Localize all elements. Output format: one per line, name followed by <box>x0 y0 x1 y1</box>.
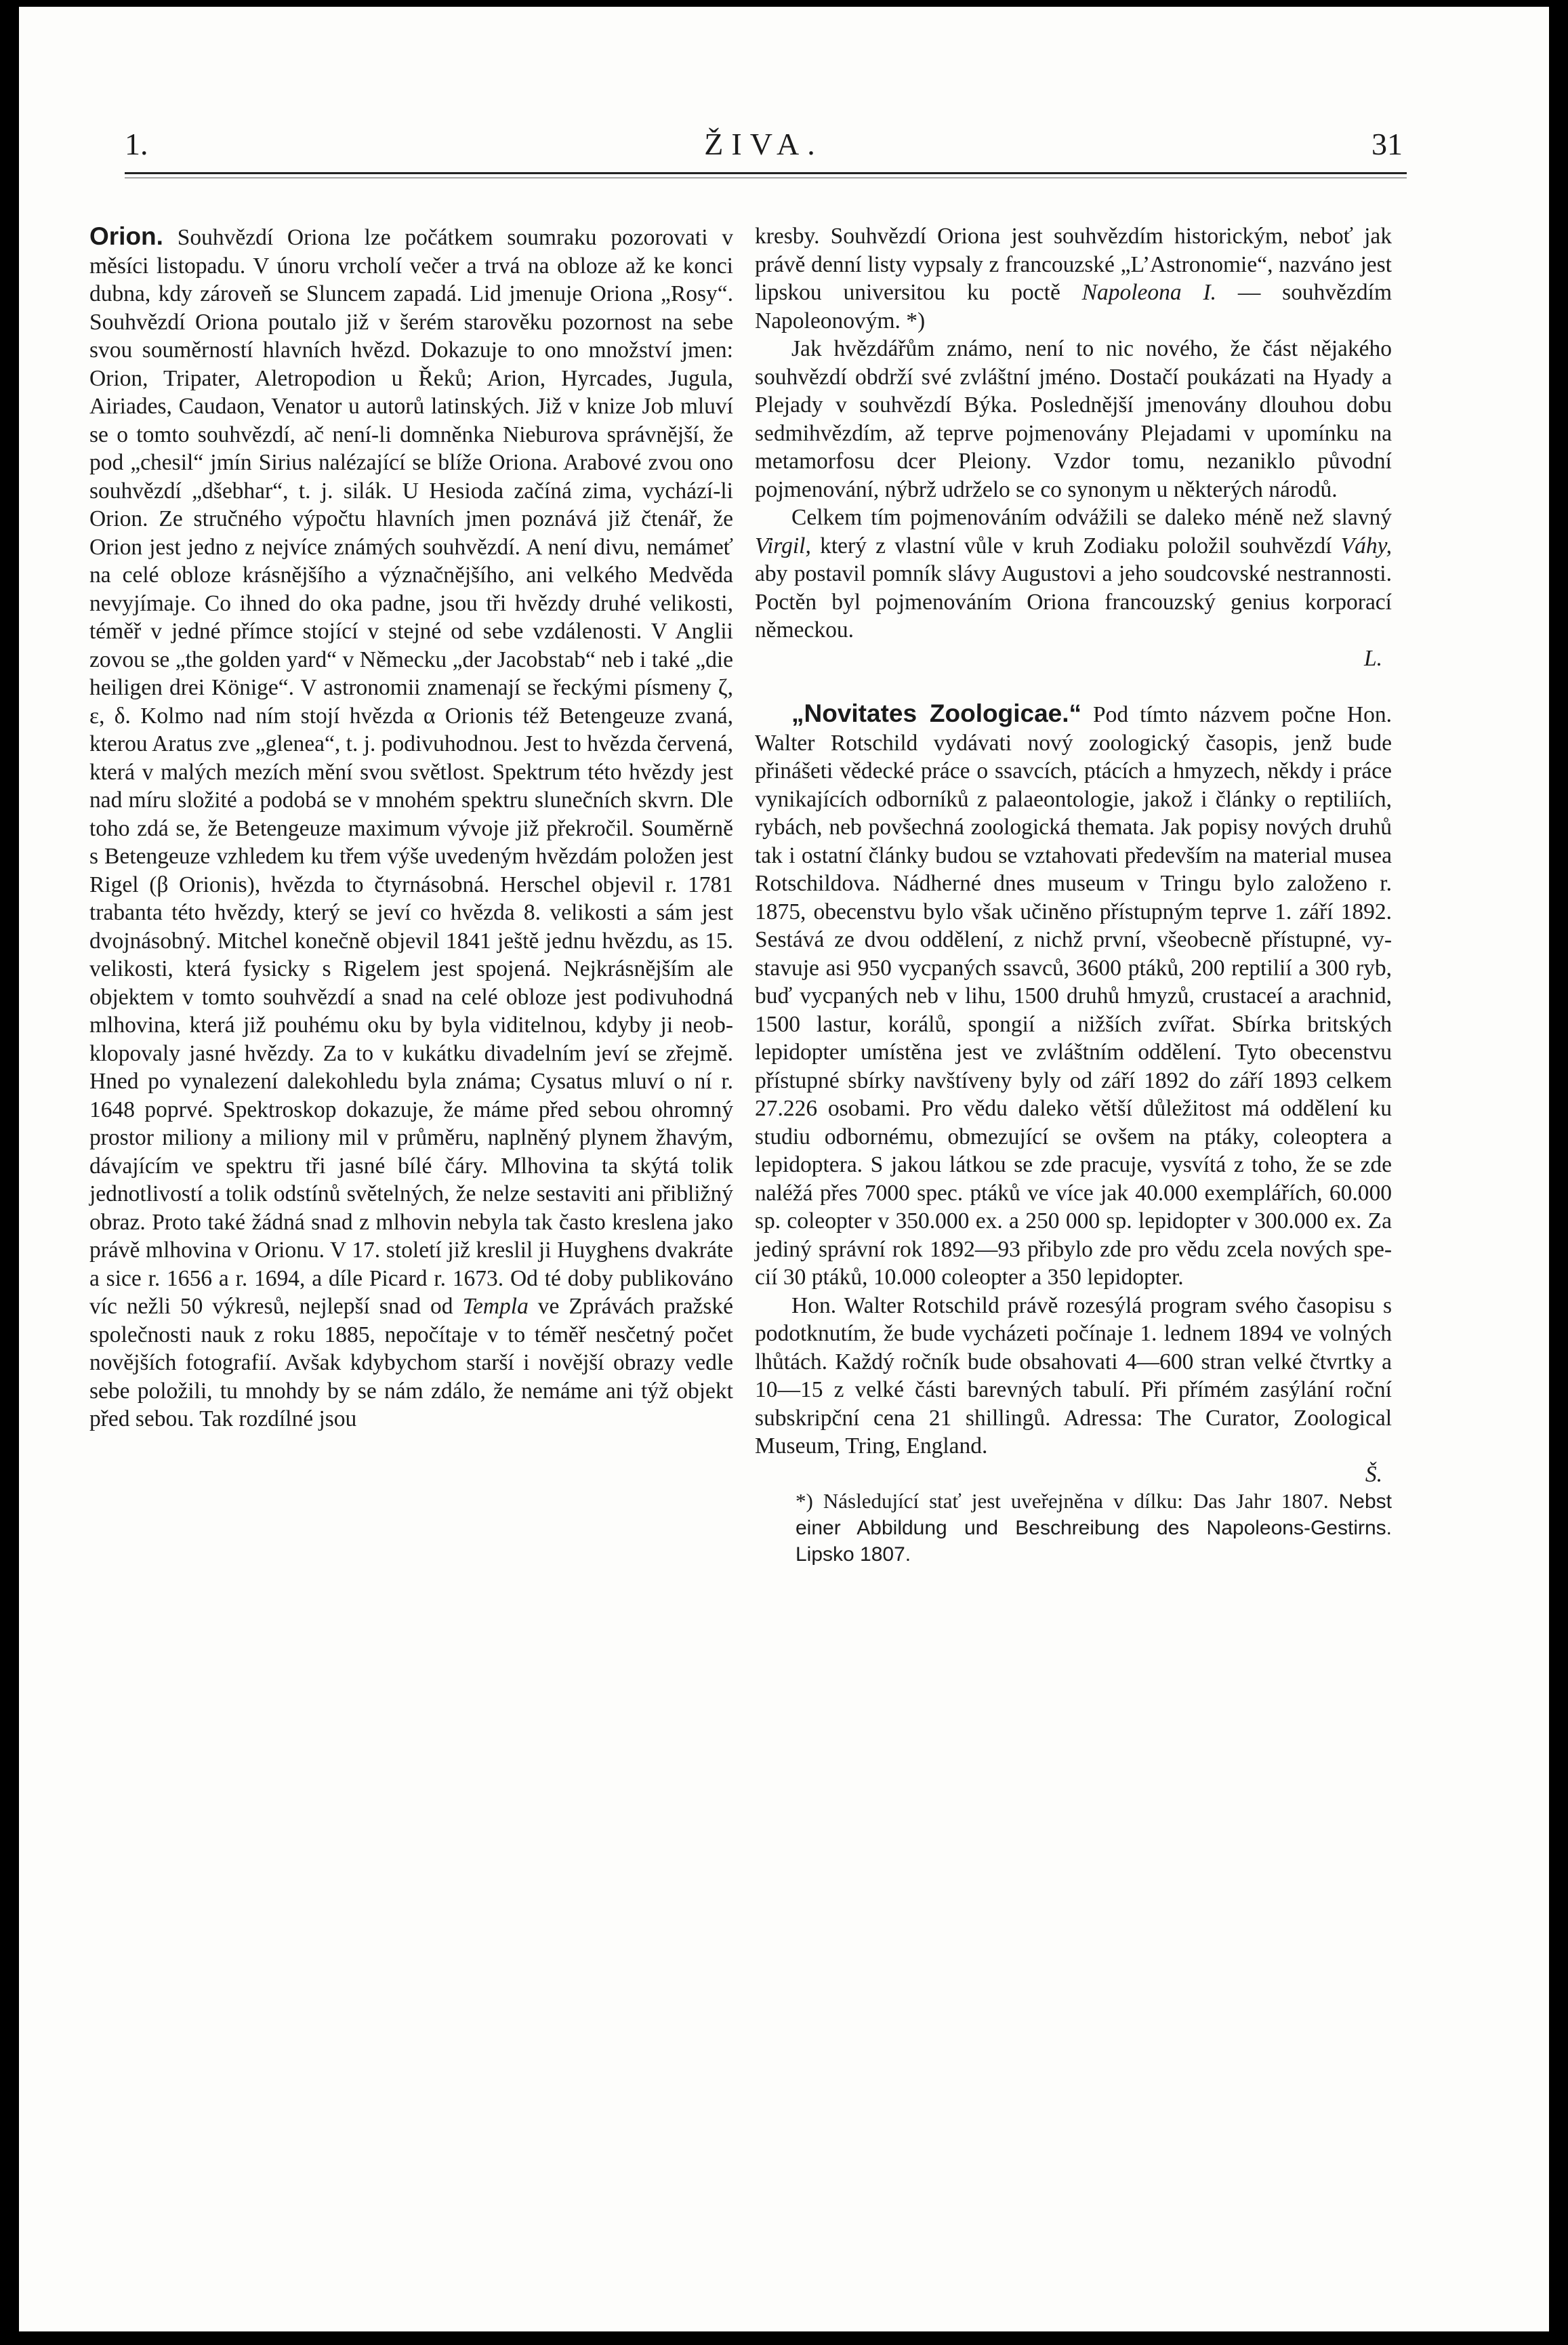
orion-paragraph-2: Jak hvězdářům známo, není to nic nového, že část nějakého souhvězdí obdrží své zvláštní jméno. Dostačí poukázati na Hyady a Plejady v souhvězdí Býka. Poslednější jmenovány dlouhou dobu sedmihvězdím, až teprve pojmenovány Plejadami v upomínku na metamorfosu dcer Pleiony. Vzdor tomu, nezaniklo původní pojmenování, nýbrž udrželo se co synonym u některých národů. <box>755 336 1392 502</box>
footnote <box>755 1488 1392 1568</box>
novitates-article-paragraph <box>755 699 1392 1292</box>
templa-name: Templa <box>462 1294 529 1319</box>
footnote-czech: *) Následující stať jest uveřejněna v dílku: Das Jahr 1807. <box>796 1489 1329 1513</box>
novitates-signature: Š. <box>1365 1461 1382 1487</box>
orion-article-paragraph <box>89 222 733 1433</box>
journal-title: ŽIVA. <box>704 127 823 161</box>
orion-text: Souhvězdí Oriona lze počátkem soumraku pozorovati v měsíci listopadu. V únoru vrcholí večer a trvá na obloze až ke konci dubna, kdy zároveň se Sluncem zapadá. Lid jmenuje Oriona „Rosy“. Souhvězdí Oriona poutalo již v šerém starověku pozornost na sebe svou souměrností hlavních hvězd. Dokazuje to ono množství jmen: Orion, Tripater, Aletropodion u Řeků; Arion, Hyrcades, Jugula, Airiades, Caudaon, Venator u autorů latinských. Již v knize Job mluví se o tomto souhvězdí, ač není-li domněnka Nieburova správnější, že pod „chesil“ jmín Sirius nalézající se blíže Oriona. Arabové zvou ono souhvězdí „dšebhar“, t. j. silák. U Hesioda začíná zima, vychází-li Orion. Ze stručného výpočtu hlavních jmen poznává již čtenář, že Orion jest jedno z nejvíce známých souhvězdí. A není divu, nemámeť na celé obloze krásnějšího a význačnějšího, ani velkého Medvěda nevyjímaje. Co ihned do oka padne, jsou tři hvězdy druhé velikosti, téměř v jedné přímce stojící v stejné od sebe vzdálenosti. V Anglii zovou se „the golden yard“ v Německu „der Jacobstab“ neb i také „die heiligen drei Könige“. V astronomii znamenají se řeckými písmeny ζ, ε, δ. Kolmo nad ním stojí hvězda α Orionis též Betengeuze zvaná, kterou Aratus zve „glenea“, t. j. podivuhodnou. Jest to hvězda červená, která v malých mezích mění svou světlost. Spektrum této hvězdy jest nad míru složité a podobá se v mnohém spektru slunečních skvrn. Dle toho zdá se, že Betengeuze maximum vývoje již překročil. Souměrně s Betengeuze vzhledem ku třem výše uvedeným hvězdám položen jest Rigel (β Orionis), hvězda to čtyrnásobná. Herschel objevil r. 1781 trabanta této hvězdy, který se jeví co hvězda 8. velikosti a sám jest dvojnásobný. Mitchel konečně objevil 1841 ještě jednu hvězdu, as 15. velikosti, která fysicky s Rigelem jest spojená. Nejkrásnějším ale objektem v tomto souhvězdí a snad na celé obloze jest podivuhodná mlhovina, která již pouhému oku by byla viditelnou, kdyby ji neobklopovaly jasné hvězdy. Za to v kukátku divadelním jeví se zřejmě. Hned po vynalezení dalekohledu byla známa; Cysatus mluví o ní r. 1648 poprvé. Spektroskop dokazuje, že máme před sebou ohromný prostor miliony a miliony mil v průměru, naplněný plynem žhavým, dávajícím ve spektru tři jasné bílé čáry. Mlhovina ta skýtá tolik jednotlivostí a tolik odstínů světelných, že nelze sestaviti ani přibližný obraz. Proto také žádná snad z mlhovin nebyla tak často kreslena jako právě mlhovina v Orionu. V 17. století již kreslil ji Huyghens dvakráte a sice r. 1656 a r. 1694, a díle Picard r. 1673. Od té doby publikováno víc nežli 50 výkresů, nejlepší snad od <box>89 225 733 1319</box>
footnote-german: Nebst einer Abbildung und Beschreibung des Napoleons-Gestirns. Lipsko 1807. <box>796 1490 1392 1566</box>
volume-number: 1. <box>125 127 148 161</box>
orion-text-end: ve Zprávách pražské společnosti nauk z roku 1885, nepočítaje v to téměř nesčetný počet novějších fotografií. Avšak kdybychom starší i novější obrazy vedle sebe položili, tu mnohdy by se nám zdálo, že nemáme ani týž objekt před sebou. Tak rozdílné jsou <box>89 1294 734 1431</box>
header-rule <box>125 172 1407 174</box>
orion-paragraph-3: Celkem tím pojmenováním odvážili se daleko méně než slavný Virgil, který z vlastní vůle v kruh Zodiaku položil souhvězdí Váhy, aby postavil pomník slávy Augustovi a jeho soudcovské nestrannosti. Poctěn byl pojmenováním Oriona francouzský genius korporací německou. <box>755 505 1392 643</box>
page <box>19 7 1549 2331</box>
novitates-paragraph-2: Hon. Walter Rotschild právě rozesýlá program svého časopisu s podotknutím, že bude vycházeti počínaje 1. lednem 1894 ve volných lhůtách. Každý ročník bude obsahovati 4—600 stran velké čtvrtky a 10—15 z velké části barevných tabulí. Při přímém zasýlání roční subskripční cena 21 shillingů. Adressa: The Curator, Zoological Museum, Tring, England. <box>755 1292 1392 1459</box>
novitates-text: Pod tímto názvem počne Hon. Walter Rotschild vydávati nový zoologický časopis, jenž bude přinášeti vědecké práce o ssavcích, ptácích a hmyzech, někdy i práce vynikajících odborníků z palaeontologie, jakož i články o reptiliích, rybách, neb povšechná zoologická themata. Jak popisy nových druhů tak i ostatní články budou se vztahovati především na material musea Rotschildova. Nádherné dnes museum v Tringu bylo založeno r. 1875, obecenstvu bylo však učiněno přístupným teprve 1. září 1892. Sestává ze dvou oddělení, z nichž první, všeobecně přístupné, vystavuje asi 950 vycpaných ssavců, 3600 ptáků, 200 reptilií a 300 ryb, buď vycpaných neb v lihu, 1500 druhů hmyzů, crustaceí a arachnid, 1500 lastur, korálů, spongií a nižších zvířat. Sbírka britských lepidopter umístěna jest ve zvláštním oddělení. Tyto obecenstvu přístupné sbírky navštíveny byly od září 1892 do září 1893 celkem 27.226 osobami. Pro vědu daleko větší důležitost má oddělení ku studiu odbornému, obmezující se ovšem na ptáky, coleoptera a lepidoptera. S jakou látkou se zde pracuje, vysvítá z toho, že se zde naléžá přes 7000 spec. ptáků ve více jak 40.000 exemplářích, 60.000 sp. coleopter v 350.000 ex. a 250 000 sp. lepidopter v 300.000 ex. Za jediný správní rok 1892—93 přibylo zde pro vědu zcela nových specií 30 ptáků, 10.000 coleopter a 350 lepidopter. <box>755 702 1392 1290</box>
left-column <box>89 222 733 1433</box>
orion-signature: L. <box>1363 645 1382 671</box>
page-number: 31 <box>1371 127 1403 161</box>
vahy-name: Váhy, <box>1340 533 1392 558</box>
section-spacer <box>755 672 1392 699</box>
virgil-name: Virgil, <box>755 533 811 558</box>
novitates-heading: „Novitates Zoologicae.“ <box>791 699 1082 727</box>
orion-heading: Orion. <box>89 222 163 250</box>
napoleona-name: Napoleona I. <box>1081 280 1217 305</box>
orion-continuation: kresby. Souhvězdí Oriona jest souhvězdím historickým, neboť jak právě denní listy vypsaly z francouzské „L’Astronomie“, nazváno jest lipskou universitou ku poctě Napoleona I. — souhvězdím Napoleonovým. *) <box>755 224 1392 333</box>
right-column <box>755 222 1392 1568</box>
running-head <box>125 126 1403 164</box>
